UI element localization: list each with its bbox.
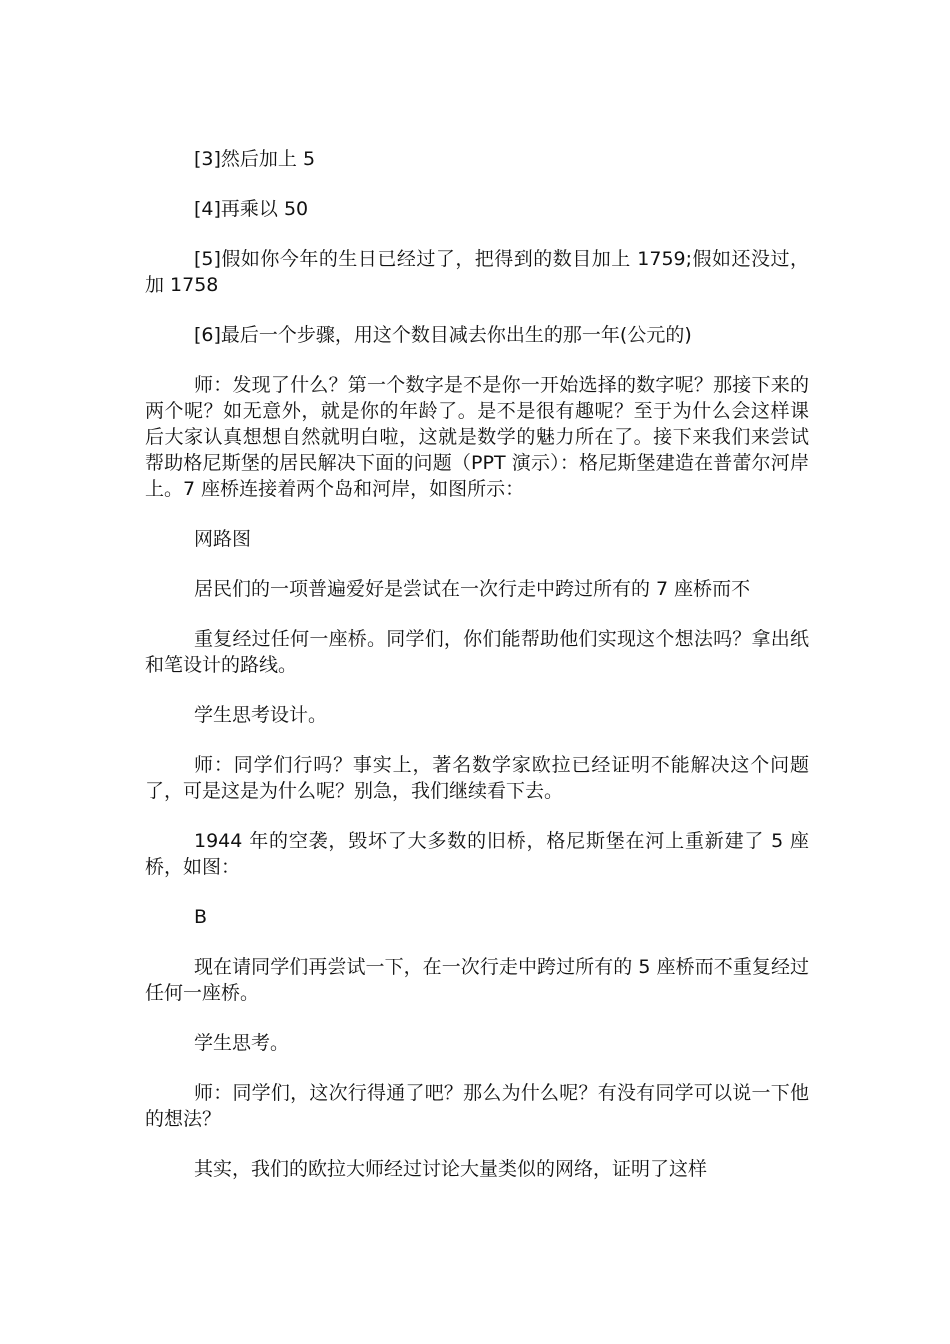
figure-caption-network: 网路图: [194, 528, 252, 550]
euler-conclusion-paragraph: 其实，我们的欧拉大师经过讨论大量类似的网络，证明了这样: [194, 1158, 708, 1180]
teacher-paragraph-bridges-intro: 师：发现了什么？第一个数字是不是你一开始选择的数字呢？那接下来的两个呢？如无意外，就是你的年龄了。是不是很有趣呢？至于为什么会这样课后大家认真想想自然就明白啦，这就是数学的魅力所在了。接下来我们来尝试帮助格尼斯堡的居民解决下面的问题（PPT 演示）：格尼斯堡建造在普蕾尔河岸上。7 座桥连接着两个岛和河岸，如图所示：: [145, 374, 809, 500]
figure-label-b: B: [194, 906, 208, 928]
teacher-question-paragraph: 师：同学们，这次行得通了吧？那么为什么呢？有没有同学可以说一下他的想法？: [145, 1082, 809, 1130]
step-3-paragraph: [3]然后加上 5: [194, 148, 316, 170]
air-raid-paragraph: 1944 年的空袭，毁坏了大多数的旧桥，格尼斯堡在河上重新建了 5 座桥，如图：: [145, 830, 809, 878]
step-5-paragraph: [5]假如你今年的生日已经过了，把得到的数目加上 1759;假如还没过，加 1758: [145, 248, 809, 296]
retry-five-bridges-paragraph: 现在请同学们再尝试一下，在一次行走中跨过所有的 5 座桥而不重复经过任何一座桥。: [145, 956, 809, 1004]
no-repeat-bridge-paragraph: 重复经过任何一座桥。同学们，你们能帮助他们实现这个想法吗？拿出纸和笔设计的路线。: [145, 628, 809, 676]
student-thinking-paragraph: 学生思考。: [194, 1032, 290, 1054]
student-design-paragraph: 学生思考设计。: [194, 704, 328, 726]
document-body: [145, 146, 809, 1206]
residents-hobby-paragraph: 居民们的一项普遍爱好是尝试在一次行走中跨过所有的 7 座桥而不: [194, 578, 751, 600]
teacher-euler-paragraph: 师：同学们行吗？事实上，著名数学家欧拉已经证明不能解决这个问题了，可是这是为什么呢？别急，我们继续看下去。: [145, 754, 809, 802]
step-4-paragraph: [4]再乘以 50: [194, 198, 309, 220]
step-6-paragraph: [6]最后一个步骤，用这个数目减去你出生的那一年(公元的): [194, 324, 692, 346]
